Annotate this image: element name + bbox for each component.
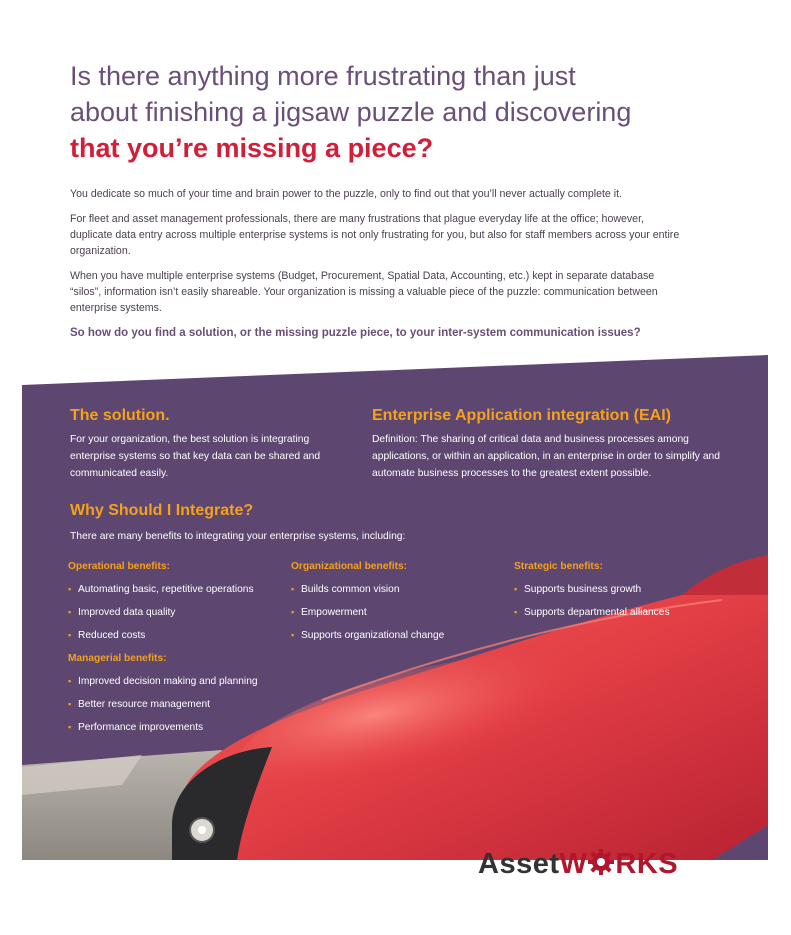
organizational-benefits-title: Organizational benefits: — [291, 561, 408, 572]
strategic-benefits — [514, 561, 670, 624]
solution-block — [70, 407, 345, 482]
eai-text: Definition: The sharing of critical data and business processes among applications, or within an application, in an enterprise in order to simplify and automate business processes to the greatest extent possible. — [372, 434, 720, 479]
intro-section — [70, 186, 680, 351]
list-item: ▪ Supports business growth — [514, 578, 670, 601]
list-item: ▪ Supports departmental alliances — [514, 601, 670, 624]
headline-line-3: that you’re missing a piece? — [70, 133, 434, 163]
headline — [70, 58, 710, 166]
list-item: ▪ Supports organizational change — [291, 624, 444, 647]
eai-title: Enterprise Application integration (EAI) — [372, 407, 671, 424]
why-title: Why Should I Integrate? — [70, 502, 254, 519]
list-item: ▪ Better resource management — [68, 693, 258, 716]
why-block — [70, 502, 720, 545]
logo-text-asset: Asset — [478, 848, 560, 880]
headline-line-1: Is there anything more frustrating than just — [70, 61, 576, 91]
organizational-benefits — [291, 561, 444, 647]
operational-benefits — [68, 561, 254, 647]
intro-paragraph-3: When you have multiple enterprise systems (Budget, Procurement, Spatial Data, Accounting, etc.) kept in separate database “silos”, information isn’t easily shareable. Your organization is missing a valuable piece of the puzzle: communication between enterprise systems. — [70, 270, 658, 314]
operational-benefits-title: Operational benefits: — [68, 561, 170, 572]
list-item: ▪ Improved decision making and planning — [68, 670, 258, 693]
gear-icon — [587, 848, 615, 884]
intro-paragraph-1: You dedicate so much of your time and brain power to the puzzle, only to find out that you’ll never actually complete it. — [70, 188, 622, 200]
managerial-benefits-title: Managerial benefits: — [68, 653, 167, 664]
why-text: There are many benefits to integrating your enterprise systems, including: — [70, 531, 406, 542]
list-item: ▪ Empowerment — [291, 601, 444, 624]
intro-question: So how do you find a solution, or the missing puzzle piece, to your inter-system communication issues? — [70, 327, 641, 339]
strategic-benefits-title: Strategic benefits: — [514, 561, 603, 572]
list-item: ▪ Builds common vision — [291, 578, 444, 601]
headline-line-2: about finishing a jigsaw puzzle and discovering — [70, 97, 632, 127]
list-item: ▪ Improved data quality — [68, 601, 254, 624]
benefits-panel — [22, 355, 768, 860]
solution-text: For your organization, the best solution is integrating enterprise systems so that key data can be shared and communicated easily. — [70, 434, 321, 479]
logo-text-w: W — [559, 848, 588, 880]
managerial-benefits — [68, 653, 258, 739]
list-item: ▪ Automating basic, repetitive operations — [68, 578, 254, 601]
eai-block — [372, 407, 732, 482]
solution-title: The solution. — [70, 407, 170, 424]
logo-text-rks: RKS — [615, 848, 679, 880]
list-item: ▪ Performance improvements — [68, 716, 258, 739]
list-item: ▪ Reduced costs — [68, 624, 254, 647]
assetworks-logo — [478, 848, 678, 884]
intro-paragraph-2: For fleet and asset management professionals, there are many frustrations that plague everyday life at the office; however, duplicate data entry across multiple enterprise systems is not only frustrating for you, but also for staff members across your entire organization. — [70, 213, 680, 257]
